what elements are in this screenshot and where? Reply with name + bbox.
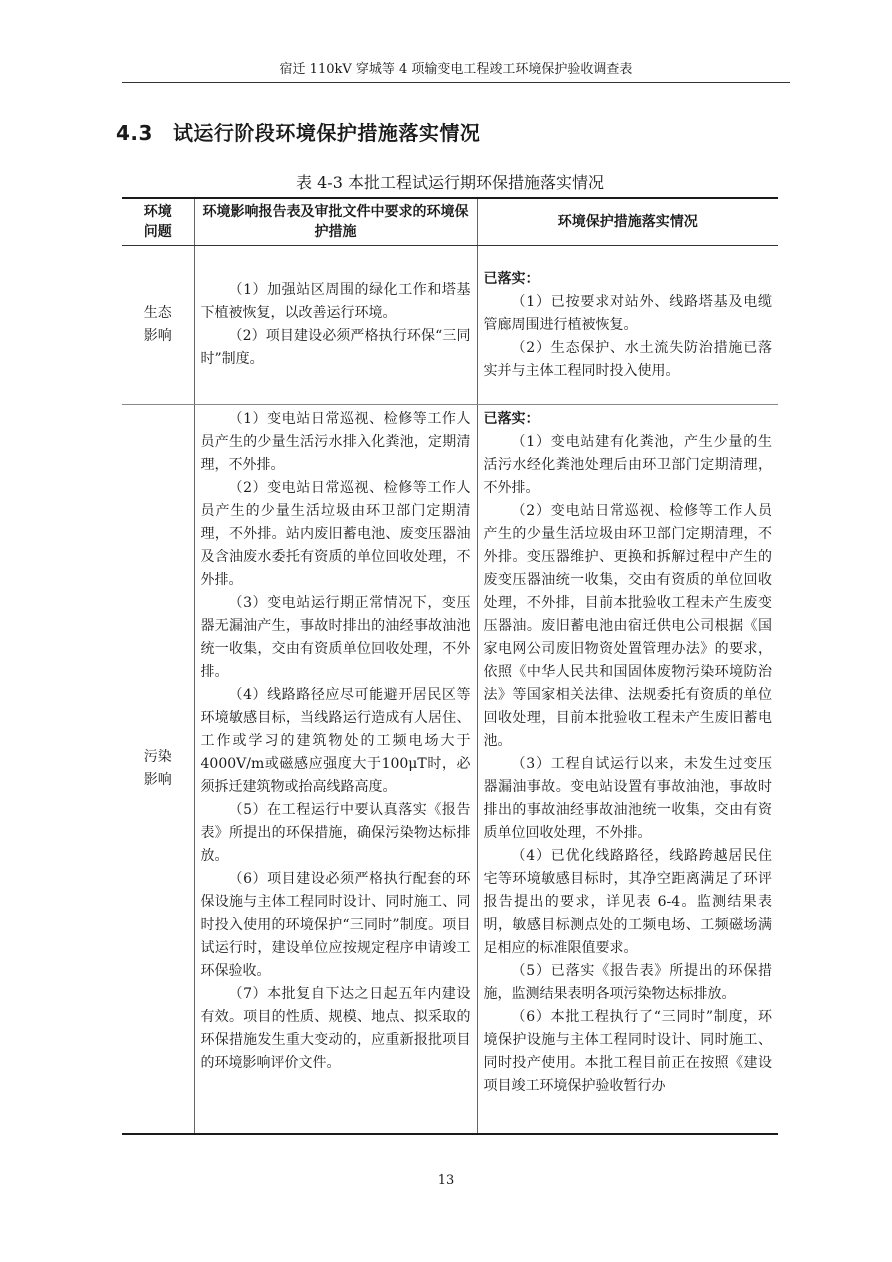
requirement-item: （3）变电站运行期正常情况下，变压器无漏油产生，事故时排出的油经事故油池统一收集，交由有资质单位回收处理，不外排。 <box>200 595 471 680</box>
table-row-pollution <box>122 405 778 1135</box>
column-header-requirements: 环境影响报告表及审批文件中要求的环境保护措施 <box>194 198 477 246</box>
requirement-item: （1）变电站日常巡视、检修等工作人员产生的少量生活污水排入化粪池，定期清理，不外排。 <box>200 411 471 473</box>
implementation-cell <box>477 405 778 1135</box>
requirement-item: （5）在工程运行中要认真落实《报告表》所提出的环保措施，确保污染物达标排放。 <box>200 802 471 864</box>
requirement-item: （2）项目建设必须严格执行环保“三同时”制度。 <box>200 328 471 367</box>
requirement-item: （2）变电站日常巡视、检修等工作人员产生的少量生活垃圾由环卫部门定期清理，不外排。站内废旧蓄电池、废变压器油及含油废水委托有资质的单位回收处理，不外排。 <box>200 480 471 588</box>
requirements-cell <box>194 405 477 1135</box>
section-number: 4.3 <box>116 121 153 145</box>
requirement-item: （7）本批复自下达之日起五年内建设有效。项目的性质、规模、地点、拟采取的环保措施发生重大变动的，应重新报批项目的环境影响评价文件。 <box>200 986 471 1071</box>
section-title: 试运行阶段环境保护措施落实情况 <box>172 121 481 145</box>
implementation-item: （1）变电站建有化粪池，产生少量的生活污水经化粪池处理后由环卫部门定期清理，不外排。 <box>483 434 772 496</box>
requirement-item: （6）项目建设必须严格执行配套的环保设施与主体工程同时设计、同时施工、同时投入使用的环境保护“三同时”制度。项目试运行时，建设单位应按规定程序申请竣工环保验收。 <box>200 871 471 979</box>
running-header: 宿迁 110kV 穿城等 4 项输变电工程竣工环境保护验收调查表 <box>279 62 633 77</box>
table-header-row <box>122 198 778 246</box>
requirement-item: （1）加强站区周围的绿化工作和塔基下植被恢复，以改善运行环境。 <box>200 282 471 321</box>
status-label: 已落实： <box>483 270 540 287</box>
implementation-item: （6）本批工程执行了“三同时”制度，环境保护设施与主体工程同时设计、同时施工、同时投产使用。本批工程目前正在按照《建设项目竣工环境保护验收暂行办 <box>483 1009 772 1094</box>
column-header-implementation: 环境保护措施落实情况 <box>477 198 778 246</box>
requirement-item: （4）线路路径应尽可能避开居民区等环境敏感目标，当线路运行造成有人居住、工作或学习的建筑物处的工频电场大于4000V/m或磁感应强度大于100μT时，必须拆迁建筑物或抬高线路高度。 <box>200 687 471 795</box>
issue-cell: 污染影响 <box>122 405 194 1135</box>
status-label: 已落实： <box>483 411 540 427</box>
implementation-item: （1）已按要求对站外、线路塔基及电缆管廊周围进行植被恢复。 <box>483 293 772 333</box>
implementation-item: （2）生态保护、水土流失防治措施已落实并与主体工程同时投入使用。 <box>483 339 772 379</box>
requirements-cell <box>194 246 477 405</box>
implementation-item: （4）已优化线路路径，线路跨越居民住宅等环境敏感目标时，其净空距离满足了环评报告提出的要求，详见表 6-4。监测结果表明，敏感目标测点处的工频电场、工频磁场满足相应的标准限值要求。 <box>483 848 772 956</box>
table-caption: 表 4-3 本批工程试运行期环保措施落实情况 <box>296 173 604 192</box>
measures-table <box>122 197 778 1135</box>
issue-cell: 生态影响 <box>122 246 194 405</box>
section-heading <box>116 120 480 146</box>
implementation-item: （2）变电站日常巡视、检修等工作人员产生的少量生活垃圾由环卫部门定期清理，不外排。变压器维护、更换和拆解过程中产生的废变压器油统一收集，交由有资质的单位回收处理，不外排，目前本批验收工程未产生废变压器油。废旧蓄电池由宿迁供电公司根据《国家电网公司废旧物资处置管理办法》的要求，依照《中华人民共和国固体废物污染环境防治法》等国家相关法律、法规委托有资质的单位回收处理，目前本批验收工程未产生废旧蓄电池。 <box>483 503 772 749</box>
implementation-item: （3）工程自试运行以来，未发生过变压器漏油事故。变电站设置有事故油池，事故时排出的事故油经事故油池统一收集，交由有资质单位回收处理，不外排。 <box>483 756 772 841</box>
column-header-issue: 环境问题 <box>122 198 194 246</box>
header-divider <box>122 82 790 83</box>
page-number: 13 <box>437 1173 455 1188</box>
implementation-cell <box>477 246 778 405</box>
implementation-item: （5）已落实《报告表》所提出的环保措施，监测结果表明各项污染物达标排放。 <box>483 963 772 1002</box>
table-row-ecology <box>122 246 778 405</box>
